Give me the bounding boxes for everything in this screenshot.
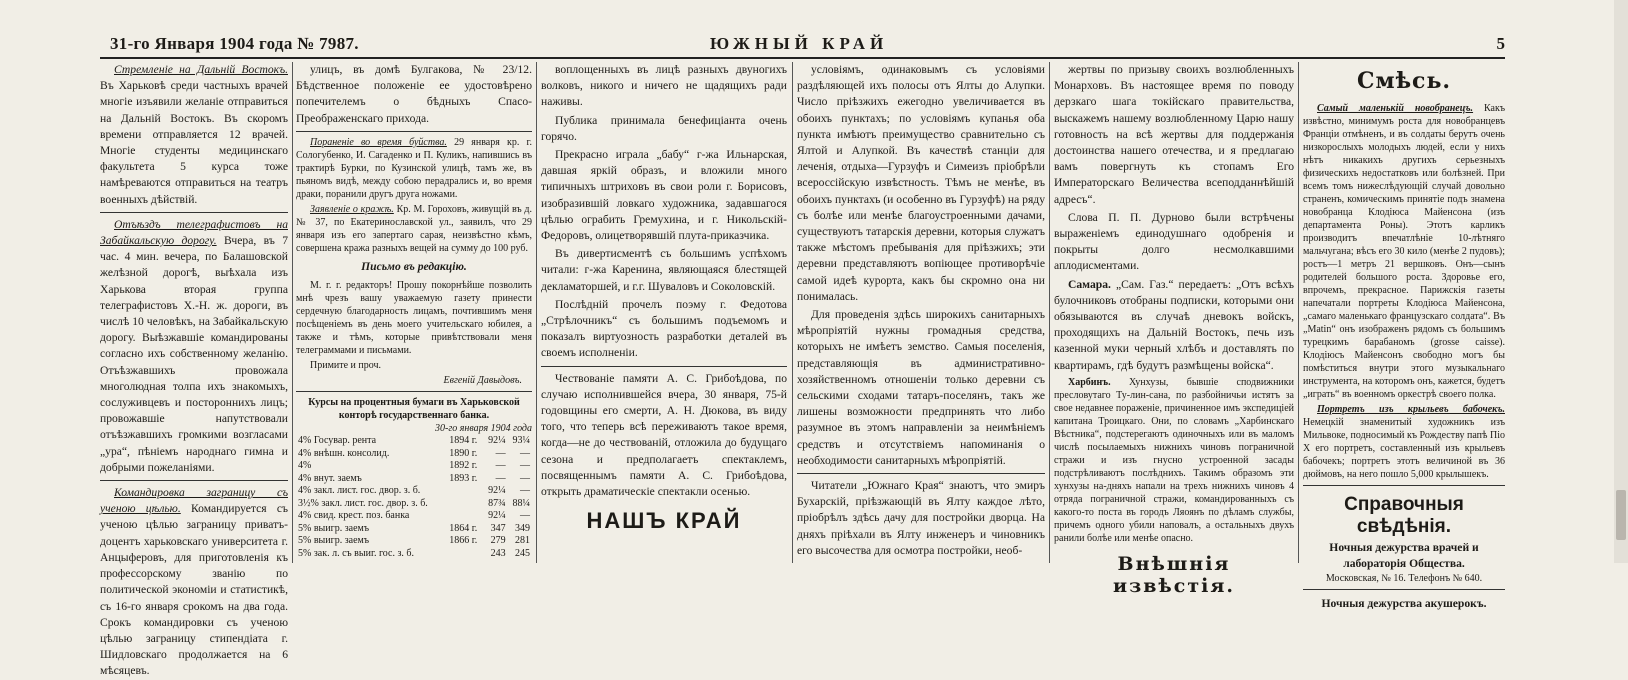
article-telegraphists (100, 217, 288, 476)
article-injury (296, 136, 532, 201)
rates-row (296, 523, 532, 536)
article-body: Какъ извѣстно, минимумъ роста для новобранцевъ Франціи отмѣненъ, и въ солдаты берутъ очень низкорослыхъ молодыхъ людей, если у нихъ нѣтъ никакихъ другихъ серьезныхъ физическихъ недостатковъ или болѣзней. При всемъ томъ нижеслѣдующій случай довольно страненъ, комическимъ принятіе подъ знамена новобранца Клодіюса Майенсона (изъ департамента Роны). Этотъ карликъ производитъ впечатлѣніе 10-лѣтняго мальчугана; вѣсъ его 30 кило (менѣе 2 пудовъ); ростъ—1 метръ 21 вершковъ. Онъ—сынъ родителей большого роста. Здоровье его, впрочемъ, прекрасное. Парижскія газеты напечатали портреты Клодіюса Майенсона, „самаго маленькаго французскаго солдата“. Въ „Matin“ онъ изображенъ рядомъ съ большимъ турецкимъ барабаномъ (grosse caisse). Клодіюсъ Майенсонъ свободно могъ бы помѣститься внутри этого музыкальнаго инструмента, на которомъ онъ, кажется, будетъ „играть“ въ военномъ оркестрѣ своего полка. (1303, 103, 1505, 400)
article-heading: Заявленіе о кражѣ. (310, 203, 394, 215)
article-heading: Командировка заграницу съ ученою цѣлью. (100, 486, 288, 516)
rates-cell: — (520, 472, 530, 484)
column-2 (296, 62, 532, 563)
rates-row (296, 498, 532, 511)
column-divider (292, 62, 293, 563)
rates-cell (447, 548, 483, 561)
column-5 (1054, 62, 1294, 597)
newspaper-title: ЮЖНЫЙ КРАЙ (710, 34, 889, 53)
rates-cell: 4% (298, 460, 312, 472)
rates-cell: 92¼ (488, 435, 506, 447)
article-body: Командируется съ ученою цѣлью заграницу приватъ-доцентъ харьковскаго университета г. Анцыферовъ, для приготовленія къ профессорскому званію по политической экономіи и статистикѣ, съ 16-го января срокомъ на два года. Срокъ командировки съ ученою цѣлью заграницу стипендіата г. Шидловскаго продолжается на 6 мѣсяцевъ. (100, 502, 288, 678)
rates-cell: — (520, 447, 530, 459)
article-heading: Портретъ изъ крыльевъ бабочекъ. (1317, 404, 1505, 415)
article-continuation: улицъ, въ домѣ Булгакова, № 23/12. Бѣдственное положеніе ее удостовѣрено попечителемъ о бѣдныхъ Спасо-Преображенскаго прихода. (296, 63, 532, 125)
reference-midwives: Ночныя дежурства акушерокъ. (1321, 597, 1487, 611)
issue-date: 31-го Января 1904 года № 7987. (110, 34, 359, 53)
article-heading: Самый маленькій новобранецъ. (1317, 103, 1474, 114)
rates-cell: 1866 г. (449, 535, 478, 547)
rates-heading: Курсы на процентныя бумаги въ Харьковской конторѣ государственнаго банка. (308, 397, 520, 422)
rates-row (296, 548, 532, 561)
column-4 (797, 62, 1045, 563)
letter-close: Примите и проч. (310, 360, 382, 372)
column-divider (1298, 62, 1299, 563)
article-body: „Сам. Газ.“ передаетъ: „Отъ всѣхъ булочниковъ отобраны подписки, которыми они обязываются въ случаѣ дневокъ войскъ, проходящихъ на Дальній Востокъ, печь изъ казенной муки черный хлѣбъ и доставлять по квартирамъ, гдѣ будутъ размѣщены войска“. (1054, 277, 1294, 372)
section-heading: НАШЪ КРАЙ (586, 508, 742, 534)
paragraph: Послѣдній прочелъ поэму г. Федотова „Стрѣлочникъ“ съ большимъ подъемомъ и показалъ виртуозность разработки деталей въ своемъ исполненіи. (541, 297, 787, 360)
separator (541, 366, 787, 367)
article-heading: Отъѣздъ телеграфистовъ на Забайкальскую дорогу. (100, 217, 288, 248)
rates-cell: 349 (515, 522, 530, 534)
rates-cell: 1890 г. (449, 447, 478, 459)
paragraph: воплощенныхъ въ лицѣ разныхъ двуногихъ волковъ, никого и ничего не щадящихъ ради наживы. (541, 63, 787, 109)
article-body: Немецкій знаменитый художникъ изъ Мильвоке, подносимый къ Рождеству папѣ Піо X его портретъ, составленный изъ крыльевъ бабочекъ; портретъ этотъ величиной въ 36 дюймовъ, на него пошло 5,000 крылышекъ. (1303, 417, 1505, 480)
rates-row (296, 460, 532, 473)
rates-cell (447, 498, 483, 511)
paragraph: условіямъ, одинаковымъ съ условіями раздѣляющей ихъ полосы отъ Ялты до Алупки. Число пріѣзжихъ ежегодно увеличивается въ обоихъ пунктахъ; по условіямъ купанья оба пункта имѣютъ преимущество сравнительно съ Ялтой и Алупкой. Въ качествѣ станціи для леченія, отдыха—Гурзуфъ и Симеизъ пріобрѣли всероссійскую извѣстность. Тѣмъ не менѣе, въ обоихъ пунктахъ (и особенно въ Гурзуфѣ) на ряду съ болѣе или менѣе благоустроенными дачами, существуютъ татарскія деревни, которыя служатъ также мѣстомъ пребыванія для пріѣзжихъ; эти деревни представляютъ вопіющее противорѣчіе самой идеѣ курорта, какъ бы скромно она ни понималась. (797, 63, 1045, 303)
article-body: 29 января кр. г. Сологубенко, И. Сагаденко и П. Куликъ, напившись въ трактирѣ Бурки, по Кузинской улицѣ, тамъ же, въ пьяномъ видѣ, между собою перадрались и, во время драки, поранили другъ друга ножами. (296, 136, 533, 200)
separator (296, 131, 532, 132)
column-1 (100, 62, 288, 678)
rates-cell: 4% Госувар. рента (298, 435, 377, 447)
masthead-rule (100, 57, 1505, 59)
paragraph: Читатели „Южнаго Края“ знаютъ, что эмиръ Бухарскій, пріѣзжающій въ Ялту каждое лѣто, пріобрѣлъ здѣсь дачу для постройки дворца. На дняхъ пріѣхали въ Ялту инженеръ и чиновникъ его высочества для осмотра постройки, необ- (797, 479, 1045, 557)
article-body: Вчера, въ 7 час. 4 мин. вечера, по Балашовской желѣзной дорогѣ, выѣхала изъ Харькова вторая группа телеграфистовъ Х.-Н. ж. дороги, въ числѣ 10 человѣкъ, на Забайкальскую дорогу. Выѣзжавшіе командированы согласно ихъ собственному желанію. Отъѣзжавшихъ провожала многолюдная толпа ихъ знакомыхъ, сослуживцевъ и постороннихъ лицъ; провожавшіе напутствовали отъѣзжавшихъ громкими возгласами „ура“, пѣніемъ народнаго гимна и добрыми пожеланіями. (100, 234, 288, 474)
article-body: Въ Харьковѣ среди частныхъ врачей многіе изъявили желаніе отправиться на Дальній Востокъ. Въ скоромъ времени отправляется 12 врачей. Многіе студенты медицинскаго факультета 5 курса тоже намѣреваются отправиться на театръ военныхъ дѣйствій. (100, 79, 288, 206)
rates-cell: 281 (515, 535, 530, 547)
rates-date: 30-го января 1904 года (435, 423, 532, 435)
section-heading: Внѣшнія извѣстія. (1113, 552, 1235, 597)
article-portrait (1303, 403, 1505, 481)
rates-cell: 93¼ (512, 435, 530, 447)
column-6 (1303, 62, 1505, 611)
masthead (100, 34, 1505, 58)
rates-cell (447, 485, 483, 498)
rates-cell: 279 (490, 535, 506, 547)
rates-cell: 4% внѣшн. консолид. (298, 447, 390, 459)
column-3 (541, 62, 787, 563)
article-far-east (100, 62, 288, 208)
rates-cell (447, 510, 483, 523)
rates-row (296, 510, 532, 523)
reference-address: Московская, № 16. Телефонъ № 640. (1325, 573, 1483, 585)
article-body: Хунхузы, бывшіе сподвижники пресловутаго Ту-лин-сана, по разбойничьи истятъ за свое недавнее пораженіе, причиненное имъ экспедиціей капитана Троицкаго. Они, по словамъ „Харбинскаго Вѣстника“, подстерегаютъ одиночныхъ или въ маломъ числѣ посылаемыхъ нижнихъ чиновъ пограничной стражи и изъ гнусно устроенной засады подстрѣливаютъ послѣднихъ. Такимъ образомъ эти хунхузы на-дняхъ напали на трехъ нижнихъ чиновъ 4 отряда пограничной стражи, командированныхъ съ какого-то поста въ городъ Ляоянъ по дѣламъ службы, причемъ одного убили наповалъ, а остальныхъ двухъ ранили болѣе или менѣе опасно. (1054, 376, 1294, 544)
paragraph: Чествованіе памяти А. С. Грибоѣдова, по случаю исполнившейся вчера, 30 января, 75-й годовщины его смерти, А. Н. Дюкова, въ виду того, что теперь всѣ переживаютъ такое время, когда—не до чествованій, отложила до будущаго сезона и предполагаетъ спектаклемъ, посвященнымъ памяти А. С. Грибоѣдова, открыть драматическіе спектакли осенью. (541, 371, 787, 499)
rates-cell: 5% выигр. заемъ (298, 522, 370, 534)
column-divider (536, 62, 537, 563)
separator (1303, 589, 1505, 590)
rates-cell: 243 (490, 547, 506, 559)
separator (1303, 485, 1505, 486)
separator (100, 212, 288, 213)
paragraph: Слова П. П. Дурново были встрѣчены выраженіемъ единодушнаго одобренія и покрыты долго несмолкавшими аплодисментами. (1054, 210, 1294, 273)
rates-cell: 5% зак. л. съ выиг. гос. з. б. (298, 547, 415, 559)
rates-cell: 347 (490, 522, 506, 534)
rates-cell: 1892 г. (449, 460, 478, 472)
rates-cell: 4% закл. лист. гос. двор. з. б. (298, 485, 421, 497)
rates-row (296, 485, 532, 498)
section-heading: Смѣсь. (1356, 68, 1452, 94)
vertical-scrollbar[interactable] (1614, 0, 1628, 563)
rates-row (296, 535, 532, 548)
separator (797, 473, 1045, 474)
article-heading: Харбинъ. (1068, 376, 1111, 388)
letter-signature: Евгеній Давыдовъ. (443, 375, 522, 387)
article-mission-abroad (100, 485, 288, 679)
rates-cell: 245 (515, 547, 530, 559)
paragraph: жертвы по призыву своихъ возлюбленныхъ Монарховъ. Въ настоящее время по поводу дерзкаго шага токійскаго правительства, выскажемъ нашему возлюбленному Царю нашу готовность на всѣ жертвы для поддержанія достоинства нашего отечества, и я предлагаю вамъ повергнуть къ стопамъ Его Императорскаго Величества всеподданнѣйшій адресъ“. (1054, 63, 1294, 206)
rates-cell: 3½% закл. лист. гос. двор. з. б. (298, 497, 428, 509)
rates-cell: — (520, 485, 530, 497)
rates-cell: 92¼ (488, 510, 506, 522)
separator (296, 391, 532, 392)
separator (100, 480, 288, 481)
rates-cell: — (495, 447, 506, 459)
article-theft (296, 203, 532, 255)
letter-body: М. г. г. редакторъ! Прошу покорнѣйше позволить мнѣ чрезъ вашу уважаемую газету принести сердечную благодарность лицамъ, почтившимъ меня посѣщеніемъ въ день моего учительскаго юбилея, а также и тѣмъ, которые привѣтствовали меня телеграммами и письмами. (296, 280, 532, 357)
rates-cell: 4% свид. крест. поз. банка (298, 510, 410, 522)
scrollbar-thumb[interactable] (1616, 490, 1626, 540)
reference-subheading: Ночныя дежурства врачей и лабораторія Общества. (1329, 541, 1479, 571)
article-recruit (1303, 102, 1505, 401)
rates-cell: 88¼ (512, 497, 530, 509)
rates-cell: 1894 г. (449, 435, 478, 447)
page-number: 5 (1496, 34, 1505, 53)
rates-cell: 87¾ (488, 497, 506, 509)
article-body: Кр. М. Гороховъ, живущій въ д. № 37, по Екатеринославской ул., заявилъ, что 29 января изъ его запертаго сарая, неизвѣстно кѣмъ, совершена кража разныхъ вещей на сумму до 100 руб. (296, 203, 532, 254)
rates-cell: 92¼ (488, 485, 506, 497)
paragraph: Въ дивертисментѣ съ большимъ успѣхомъ читали: г-жа Каренина, являющаяся блестящей декламаторшей, и г.г. Шуваловъ и Соколовскій. (541, 247, 787, 293)
article-samara (1054, 277, 1294, 374)
article-harbin (1054, 376, 1294, 545)
article-heading: Пораненіе во время буйства. (310, 136, 447, 148)
rates-row (296, 435, 532, 448)
paragraph: Для проведенія здѣсь широкихъ санитарныхъ мѣропріятій нужны громадныя средства, которыхъ не имѣетъ земство. Самыя поселенія, представляющія въ административно-хозяйственномъ отношеніи только деревни съ сельскими сходами татаръ-поселянъ, такъ же лишены возможности предпринять что либо разумное въ этомъ направленіи за неимѣніемъ средствъ и отсутствіемъ напоминанія о необходимости санитарныхъ мѣропріятій. (797, 308, 1045, 467)
rates-cell: — (520, 510, 530, 522)
rates-cell: — (495, 460, 506, 472)
column-divider (792, 62, 793, 563)
paragraph: Прекрасно играла „бабу“ г-жа Ильнарская, давшая яркій образъ, и вложили много типичныхъ штриховъ въ свои роли г. Борисовъ, изобразившій ловкаго художника, задавшагося цѣлью ограбить Гремухина, и г. Никольскій-Федоровъ, олицетворявшій плута-приказчика. (541, 148, 787, 243)
rates-cell: 1864 г. (449, 522, 478, 534)
reference-heading: Справочныя свѣдѣнія. (1344, 494, 1464, 537)
rates-row (296, 448, 532, 461)
rates-cell: 5% выигр. заемъ (298, 535, 370, 547)
article-heading: Самара. (1068, 277, 1111, 291)
rates-cell: — (520, 460, 530, 472)
article-heading: Стремленіе на Дальній Востокъ. (114, 63, 288, 76)
rates-table (296, 435, 532, 560)
rates-cell: 4% внут. заемъ (298, 472, 362, 484)
rates-cell: 1893 г. (449, 472, 478, 484)
paragraph: Публика принимала бенефиціанта очень горячо. (541, 113, 787, 143)
column-divider (1049, 62, 1050, 563)
rates-row (296, 473, 532, 486)
rates-cell: — (495, 472, 506, 484)
letter-heading: Письмо въ редакцію. (361, 259, 467, 273)
